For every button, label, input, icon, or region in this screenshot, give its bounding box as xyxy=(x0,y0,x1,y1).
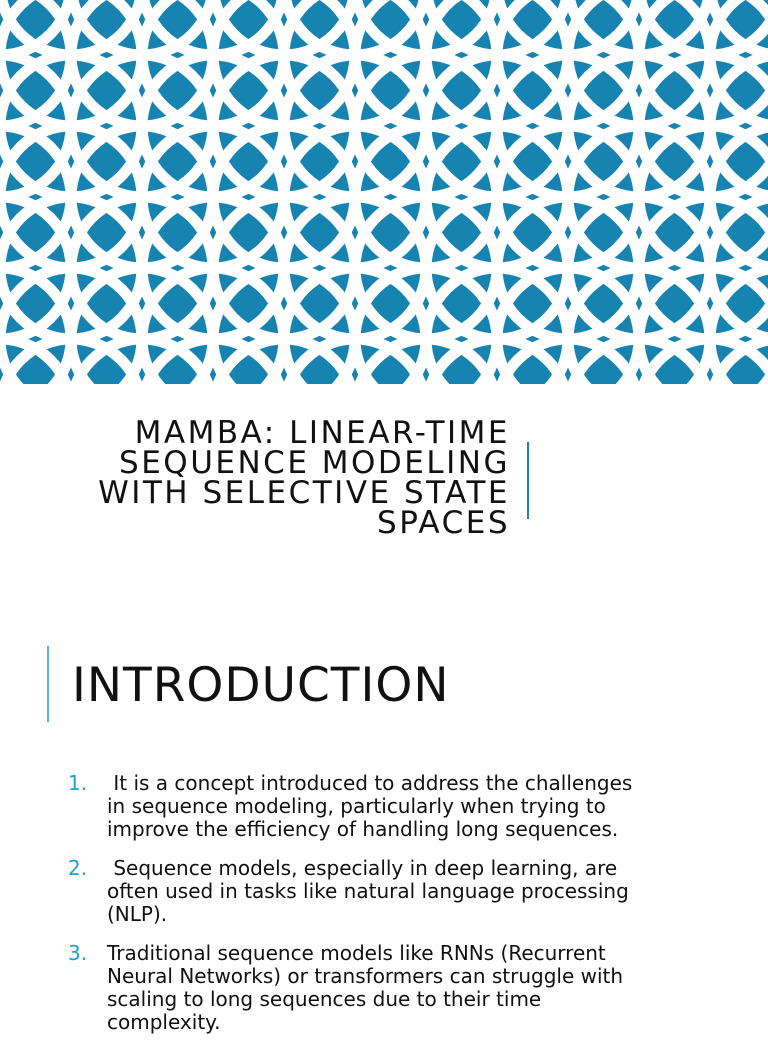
circle-lattice-graphic xyxy=(0,0,768,384)
list-number: 1. xyxy=(68,771,88,795)
title-accent-rule xyxy=(527,442,529,519)
list-item xyxy=(0,772,768,841)
decorative-circle-pattern xyxy=(0,0,768,384)
list-item xyxy=(0,857,768,926)
presentation-title xyxy=(0,415,510,541)
title-line-1: MAMBA: LINEAR-TIME xyxy=(134,415,510,451)
list-item xyxy=(0,942,768,1034)
list-text: Traditional sequence models like RNNs (Recurrent Neural Networks) or transformers can struggle with scaling to long sequences due to their time complexity. xyxy=(107,941,624,1034)
list-number: 3. xyxy=(68,941,88,965)
title-line-2: SEQUENCE MODELING xyxy=(119,445,510,481)
title-line-4: SPACES xyxy=(377,505,510,541)
list-text: It is a concept introduced to address the challenges in sequence modeling, particularly when trying to improve the efficiency of handling long sequences. xyxy=(107,771,633,841)
title-line-3: WITH SELECTIVE STATE xyxy=(98,475,510,511)
numbered-list xyxy=(0,772,768,1050)
heading-accent-rule xyxy=(47,646,49,722)
list-text: Sequence models, especially in deep learning, are often used in tasks like natural language processing (NLP). xyxy=(107,856,629,926)
list-number: 2. xyxy=(68,856,88,880)
section-heading: INTRODUCTION xyxy=(72,658,450,713)
